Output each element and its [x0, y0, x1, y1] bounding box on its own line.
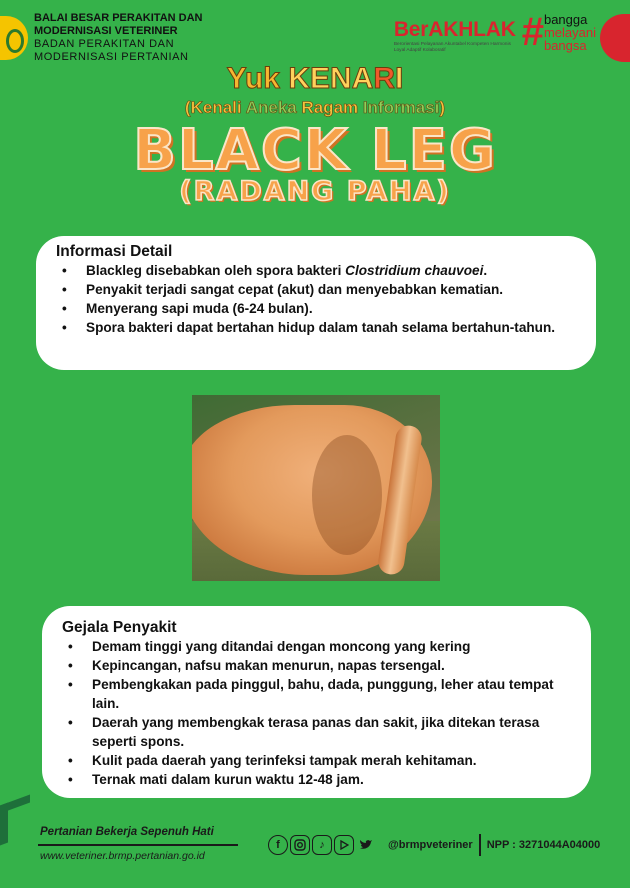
symptoms-heading: Gejala Penyakit — [62, 619, 177, 636]
list-item — [54, 261, 578, 280]
brmp-logo-icon — [0, 800, 36, 870]
symptoms-list — [60, 637, 573, 789]
word-informasi: Informasi — [362, 98, 440, 117]
word-aneka: Aneka — [245, 98, 302, 117]
yuk-kenari-title — [0, 62, 630, 96]
list-item: • Kepincangan, nafsu makan menurun, napas tersengal. — [60, 656, 573, 675]
word-kenali: Kenali — [190, 98, 246, 117]
facebook-icon[interactable]: f — [268, 835, 288, 855]
list-item: • Spora bakteri dapat bertahan hidup dalam tanah selama bertahun-tahun. — [54, 318, 578, 337]
info-item-text: Blackleg disebabkan oleh spora bakteri — [86, 263, 346, 278]
org-line4: MODERNISASI PERTANIAN — [34, 51, 189, 63]
bangga-line1: bangga — [543, 11, 588, 27]
list-item: • Kulit pada daerah yang terinfeksi tampak merah kehitaman. — [60, 751, 573, 770]
list-item: • Pembengkakan pada pinggul, bahu, dada, punggung, leher atau tempat lain. — [60, 675, 573, 713]
slogan: Pertanian Bekerja Sepenuh Hati — [40, 826, 214, 838]
berakhlak-subtitle: Berorientasi Pelayanan Akuntabel Kompeten Harmonis Loyal Adaptif Kolaboratif — [393, 42, 511, 53]
social-handle[interactable]: @brmpveteriner — [388, 839, 473, 851]
info-list — [54, 261, 578, 337]
list-item: • Menyerang sapi muda (6-24 bulan). — [54, 299, 578, 318]
brmp-logo-shape — [0, 795, 30, 846]
word-ragam: Ragam — [301, 98, 363, 117]
berakhlak-logo — [394, 18, 516, 54]
info-item-tail: . — [483, 263, 488, 278]
social-bar — [268, 834, 600, 856]
org-line3: BADAN PERAKITAN DAN — [34, 38, 175, 50]
cow-swelling — [312, 435, 382, 555]
paren-close: ) — [439, 98, 446, 117]
cow-photo — [192, 395, 440, 581]
symptoms-card — [42, 606, 591, 798]
tiktok-icon[interactable]: ♪ — [312, 835, 332, 855]
footer-separator — [479, 834, 481, 856]
bangga-line2: melayani — [543, 24, 596, 40]
paren-open: ( — [184, 98, 191, 117]
ministry-logo-icon — [0, 16, 28, 60]
bangga-line3: bangsa — [543, 37, 587, 53]
info-heading: Informasi Detail — [56, 243, 173, 260]
kenari-acronym — [0, 98, 630, 118]
org-line1: BALAI BESAR PERAKITAN DAN — [34, 12, 203, 24]
bacteria-name: Clostridium chauvoei — [345, 263, 484, 278]
footer-divider — [38, 844, 238, 846]
website-link[interactable]: www.veteriner.brmp.pertanian.go.id — [40, 850, 205, 862]
info-card — [36, 236, 596, 370]
kenari-word-i: I — [395, 62, 404, 95]
org-header — [0, 12, 202, 64]
instagram-icon[interactable] — [290, 835, 310, 855]
kenari-word-a: KENA — [288, 62, 374, 95]
list-item: • Ternak mati dalam kurun waktu 12-48 jam. — [60, 770, 573, 789]
list-item: • Penyakit terjadi sangat cepat (akut) dan menyebabkan kematian. — [54, 280, 578, 299]
list-item: • Demam tinggi yang ditandai dengan moncong yang kering — [60, 637, 573, 656]
youtube-icon[interactable] — [334, 835, 354, 855]
kenari-word-r: R — [373, 62, 396, 95]
twitter-icon[interactable] — [356, 835, 376, 855]
berakhlak-header — [394, 12, 630, 62]
page-title: BLACK LEG — [133, 118, 497, 183]
org-name — [34, 12, 202, 64]
bangga-melayani-logo — [522, 12, 596, 52]
berakhlak-title: BerAKHLAK — [393, 18, 516, 41]
hashtag-icon: # — [521, 10, 544, 54]
npp-number: NPP : 3271044A04000 — [486, 839, 601, 851]
red-badge-logo-icon — [600, 14, 630, 62]
org-line2: MODERNISASI VETERINER — [34, 25, 178, 37]
yuk-word: Yuk — [226, 62, 289, 95]
list-item: • Daerah yang membengkak terasa panas dan sakit, jika ditekan terasa seperti spons. — [60, 713, 573, 751]
page-subtitle: (RADANG PAHA) — [179, 176, 451, 207]
